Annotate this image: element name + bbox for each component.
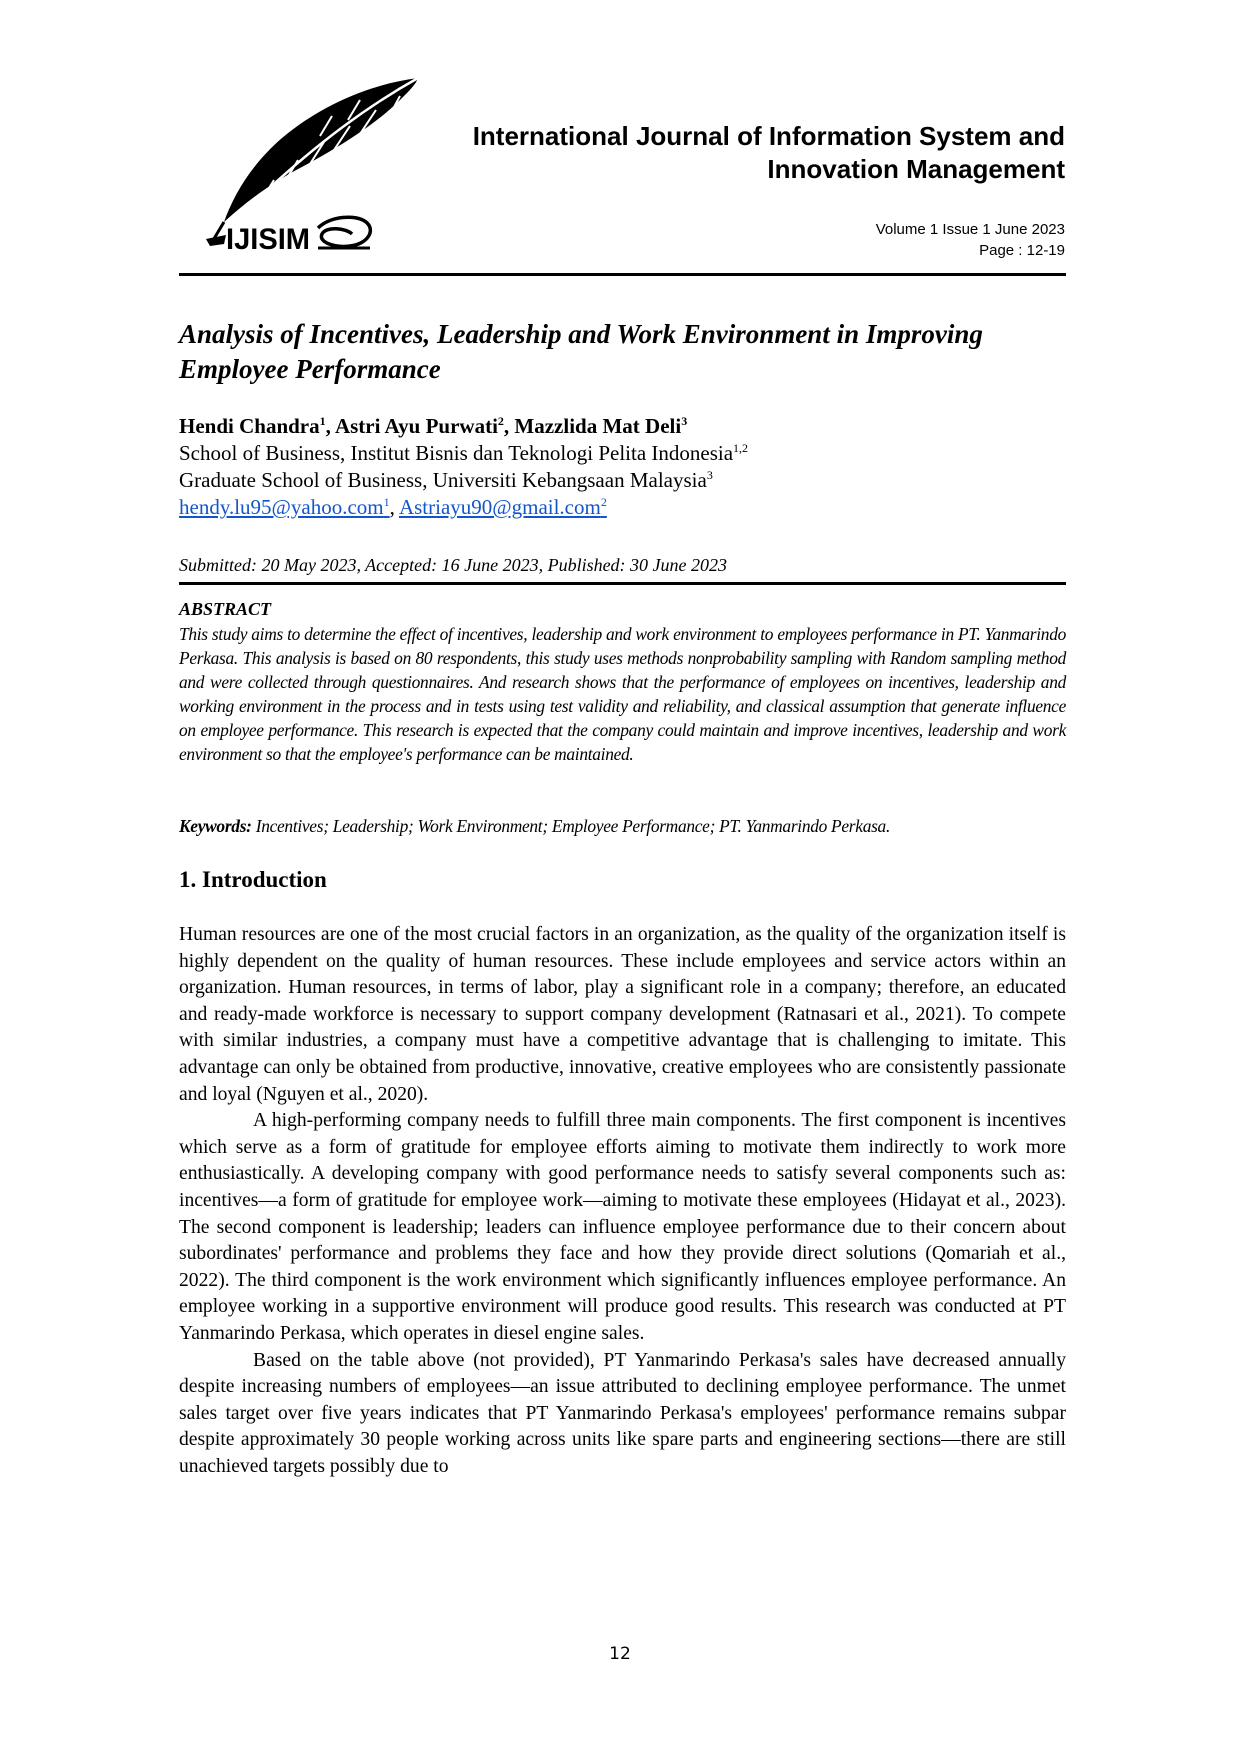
affiliation-text: School of Business, Institut Bisnis dan Teknologi Pelita Indonesia (179, 441, 734, 465)
publication-dates: Submitted: 20 May 2023, Accepted: 16 June 2023, Published: 30 June 2023 (179, 555, 728, 575)
paragraph: Based on the table above (not provided), PT Yanmarindo Perkasa's sales have decreased annually despite increasing numbers of employees—an issue attributed to declining employee performance. The unmet sales target over five years indicates that PT Yanmarindo Perkasa's employees' performance remains subpar despite approximately 30 people working across units like spare parts and engineering sections—there are still unachieved targets possibly due to (179, 1349, 1066, 1477)
paragraph: Human resources are one of the most crucial factors in an organization, as the quality of the organization itself is highly dependent on the quality of human resources. These include employees and service actors within an organization. Human resources, in terms of labor, play a significant role in a company; therefore, an educated and ready-made workforce is necessary to support company development (Ratnasari et al., 2021). To compete with similar industries, a company must have a competitive advantage that is challenging to imitate. This advantage can only be obtained from productive, innovative, creative employees who are consistently passionate and loyal (Nguyen et al., 2020). (179, 924, 1066, 1105)
journal-title (365, 120, 1065, 186)
volume-issue: Volume 1 Issue 1 June 2023 (875, 221, 1065, 238)
affiliation-sup: 1,2 (733, 441, 749, 455)
paragraph: A high-performing company needs to fulfill three main components. The first component is incentives which serve as a form of gratitude for employee efforts aiming to motivate them indirectly to work more enthusiastically. A developing company with good performance needs to satisfy several components such as: incentives—a form of gratitude for employee work—aiming to motivate these employees (Hidayat et al., 2023). The second component is leadership; leaders can influence employee performance due to their concern about subordinates' performance and problems they face and how they provide direct solutions (Qomariah et al., 2022). The third component is the work environment which significantly influences employee performance. An employee working in a supportive environment will produce good results. This research was conducted at PT Yanmarindo Perkasa, which operates in diesel engine sales. (179, 1110, 1066, 1344)
author-sup: 1 (319, 414, 326, 428)
paper-title: Analysis of Incentives, Leadership and Work Environment in Improving Employee Performance (179, 319, 983, 384)
author-name: Astri Ayu Purwati (334, 414, 498, 438)
keywords-text: Incentives; Leadership; Work Environment; Employee Performance; PT. Yanmarindo Perkasa. (251, 816, 890, 836)
abstract-heading: ABSTRACT (179, 599, 272, 619)
logo-swirl-icon (318, 217, 370, 246)
journal-title-line1: International Journal of Information System and (472, 121, 1065, 151)
section-heading-introduction: 1. Introduction (179, 867, 327, 892)
author-name: Mazzlida Mat Deli (514, 414, 682, 438)
author-sup: 3 (681, 414, 688, 428)
affiliation (179, 467, 1069, 494)
page-number: 12 (609, 1644, 631, 1664)
page-range: Page : 12-19 (979, 242, 1065, 259)
abstract-text: This study aims to determine the effect of incentives, leadership and work environment to employees performance in PT. Yanmarindo Perkasa. This analysis is based on 80 respondents, this study uses methods nonprobability sampling with Random sampling method and were collected through questionnaires. And research shows that the performance of employees on incentives, leadership and working environment in the process and in tests using test validity and reliability, and classical assumption that generate influence on employee performance. This research is expected that the company could maintain and improve incentives, leadership and work environment so that the employee's performance can be maintained. (179, 624, 1066, 764)
author-list: Hendi Chandra$^1$, Astri Ayu Purwati$^2$, Mazzlida Mat Deli$^3$ (179, 414, 688, 438)
author-sup: 2 (497, 414, 504, 428)
keywords-label: Keywords: (179, 816, 252, 836)
email-link[interactable]: hendy.lu95@yahoo.com$^1$ (179, 495, 390, 519)
logo-wordmark: IJISIM (226, 223, 310, 252)
affiliation-sup: 3 (706, 468, 713, 482)
author-name: Hendi Chandra (179, 414, 320, 438)
introduction-body (179, 922, 1066, 1480)
keywords (179, 816, 1069, 837)
volume-info (876, 219, 1065, 261)
journal-title-line2: Innovation Management (767, 154, 1065, 184)
dates-divider (179, 582, 1066, 585)
affiliation-text: Graduate School of Business, Universiti Kebangsaan Malaysia (179, 468, 707, 492)
affiliation (179, 440, 1069, 467)
author-block (179, 413, 1069, 521)
header-divider (179, 273, 1066, 276)
email-link[interactable]: Astriayu90@gmail.com$^2$ (398, 495, 607, 519)
email-list: hendy.lu95@yahoo.com$^1$, Astriayu90@gmail.com$^2$ (179, 495, 607, 519)
